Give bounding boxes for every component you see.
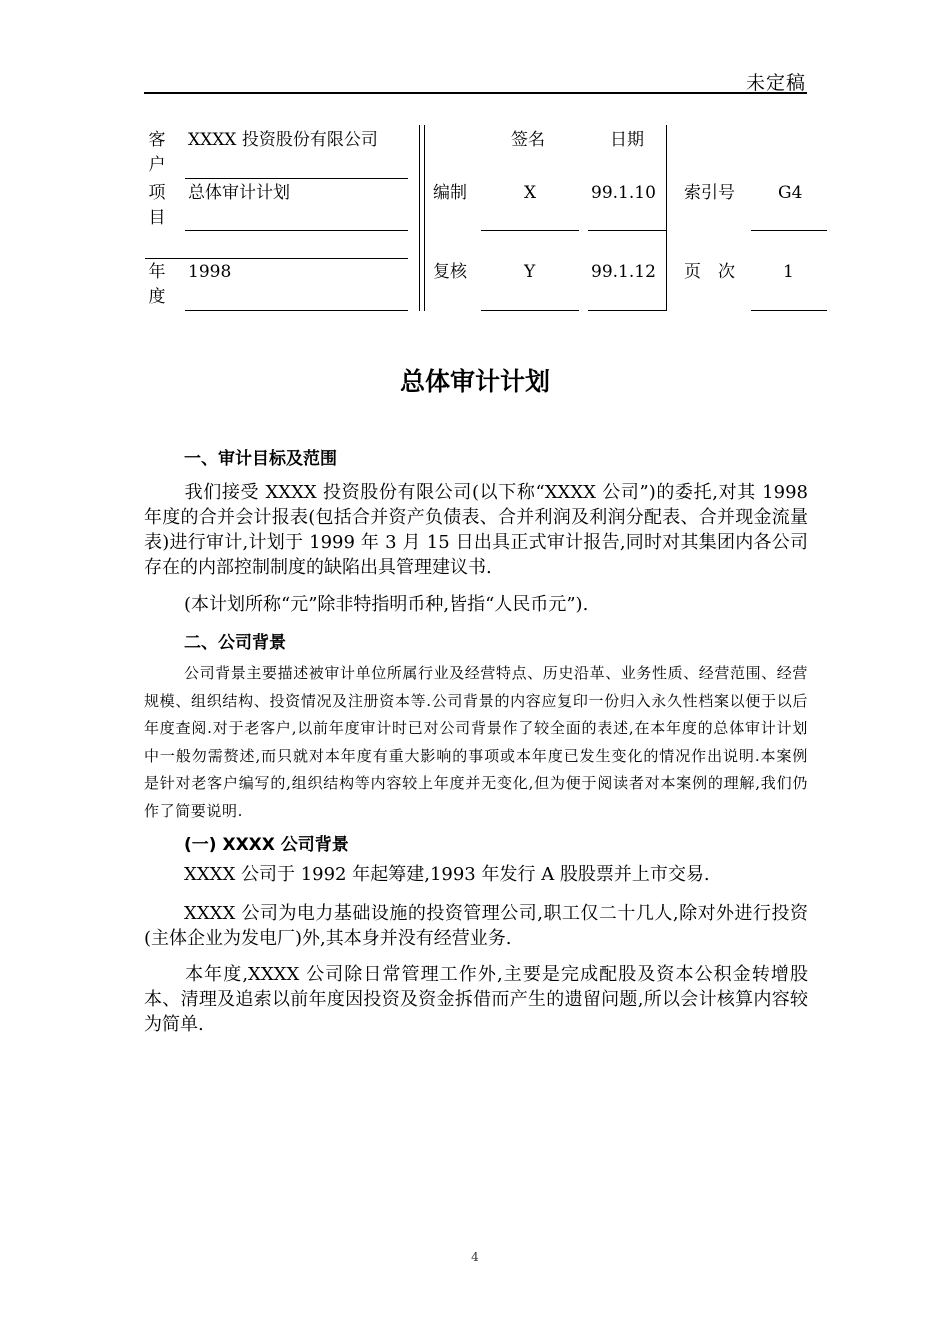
- section1-paragraph-text: 我们接受 XXXX 投资股份有限公司(以下称“XXXX 公司”)的委托,对其 1998 年度的合并会计报表(包括合并资产负债表、合并利润及利润分配表、合并现金流量表)进行审计,计划于 1999 年 3 月 15 日出具正式审计报告,同时对其集团内各公司存在的内部控制制度的缺陷出具管理建议书.: [144, 482, 808, 578]
- page-value: 1: [783, 262, 794, 282]
- client-label: 客户: [148, 130, 166, 175]
- page-number: 4: [471, 1250, 479, 1264]
- table-double-line-left: [419, 125, 420, 311]
- section2-heading: 二、公司背景: [184, 633, 286, 653]
- background-note-text: 公司背景主要描述被审计单位所属行业及经营特点、历史沿革、业务性质、经营范围、经营规模、组织结构、投资情况及注册资本等.公司背景的内容应复印一份归入永久性档案以便于以后年度查阅.对于老客户,以前年度审计时已对公司背景作了较全面的表述,在本年度的总体审计计划中一般勿需赘述,而只就对本年度有重大影响的事项或本年度已发生变化的情况作出说明.本案例是针对老客户编写的,组织结构等内容较上年度并无变化,但为便于阅读者对本案例的理解,我们仍作了简要说明.: [144, 664, 809, 820]
- prepared-date: 99.1.10: [591, 183, 656, 203]
- reviewed-signature: Y: [524, 262, 536, 282]
- header-rule: [144, 92, 807, 94]
- prepared-signature: X: [524, 183, 537, 203]
- year-underline: [185, 310, 408, 311]
- subsection1-paragraph-1: [144, 862, 808, 887]
- col-signature: 签名: [511, 130, 545, 150]
- reviewed-date-underline: [588, 310, 667, 311]
- project-underline: [185, 230, 408, 231]
- col-date: 日期: [610, 130, 644, 150]
- subsection1-paragraph-3: [144, 962, 808, 1037]
- draft-label: 未定稿: [745, 72, 806, 94]
- prepared-label: 编制: [433, 183, 467, 203]
- year-value: 1998: [188, 262, 232, 282]
- subsection1-paragraph-1-text: XXXX 公司于 1992 年起筹建,1993 年发行 A 股股票并上市交易.: [184, 864, 710, 885]
- page-label: 页 次: [684, 262, 735, 282]
- section1-heading: 一、审计目标及范围: [184, 449, 337, 469]
- prepared-date-underline: [588, 230, 667, 231]
- prepared-sig-underline: [481, 230, 579, 231]
- index-label: 索引号: [684, 183, 735, 203]
- index-value: G4: [778, 183, 803, 203]
- table-right-divider: [666, 125, 667, 311]
- index-underline: [751, 230, 827, 231]
- subsection1-paragraph-2-text: XXXX 公司为电力基础设施的投资管理公司,职工仅二十几人,除对外进行投资(主体企业为发电厂)外,其本身并没有经营业务.: [144, 903, 808, 949]
- currency-note: [144, 592, 808, 617]
- document-title: 总体审计计划: [399, 367, 550, 396]
- subsection1-heading: (一) XXXX 公司背景: [184, 835, 349, 855]
- project-label: 项目: [148, 183, 166, 228]
- currency-note-text: (本计划所称“元”除非特指明币种,皆指“人民币元”).: [184, 594, 589, 615]
- subsection1-paragraph-3-text: 本年度,XXXX 公司除日常管理工作外,主要是完成配股及资本公积金转增股本、清理及追索以前年度因投资及资金拆借而产生的遗留问题,所以会计核算内容较为简单.: [144, 964, 808, 1035]
- project-divider: [145, 258, 408, 259]
- client-value: XXXX 投资股份有限公司: [188, 130, 378, 150]
- table-double-line-right: [424, 125, 425, 311]
- reviewed-sig-underline: [481, 310, 579, 311]
- project-value: 总体审计计划: [188, 183, 290, 203]
- client-underline: [185, 178, 408, 179]
- subsection1-paragraph-2: [144, 901, 808, 951]
- section1-paragraph: [144, 480, 808, 580]
- background-note: [144, 660, 808, 825]
- page-underline: [751, 310, 827, 311]
- reviewed-label: 复核: [433, 262, 467, 282]
- year-label: 年度: [148, 262, 166, 307]
- reviewed-date: 99.1.12: [591, 262, 656, 282]
